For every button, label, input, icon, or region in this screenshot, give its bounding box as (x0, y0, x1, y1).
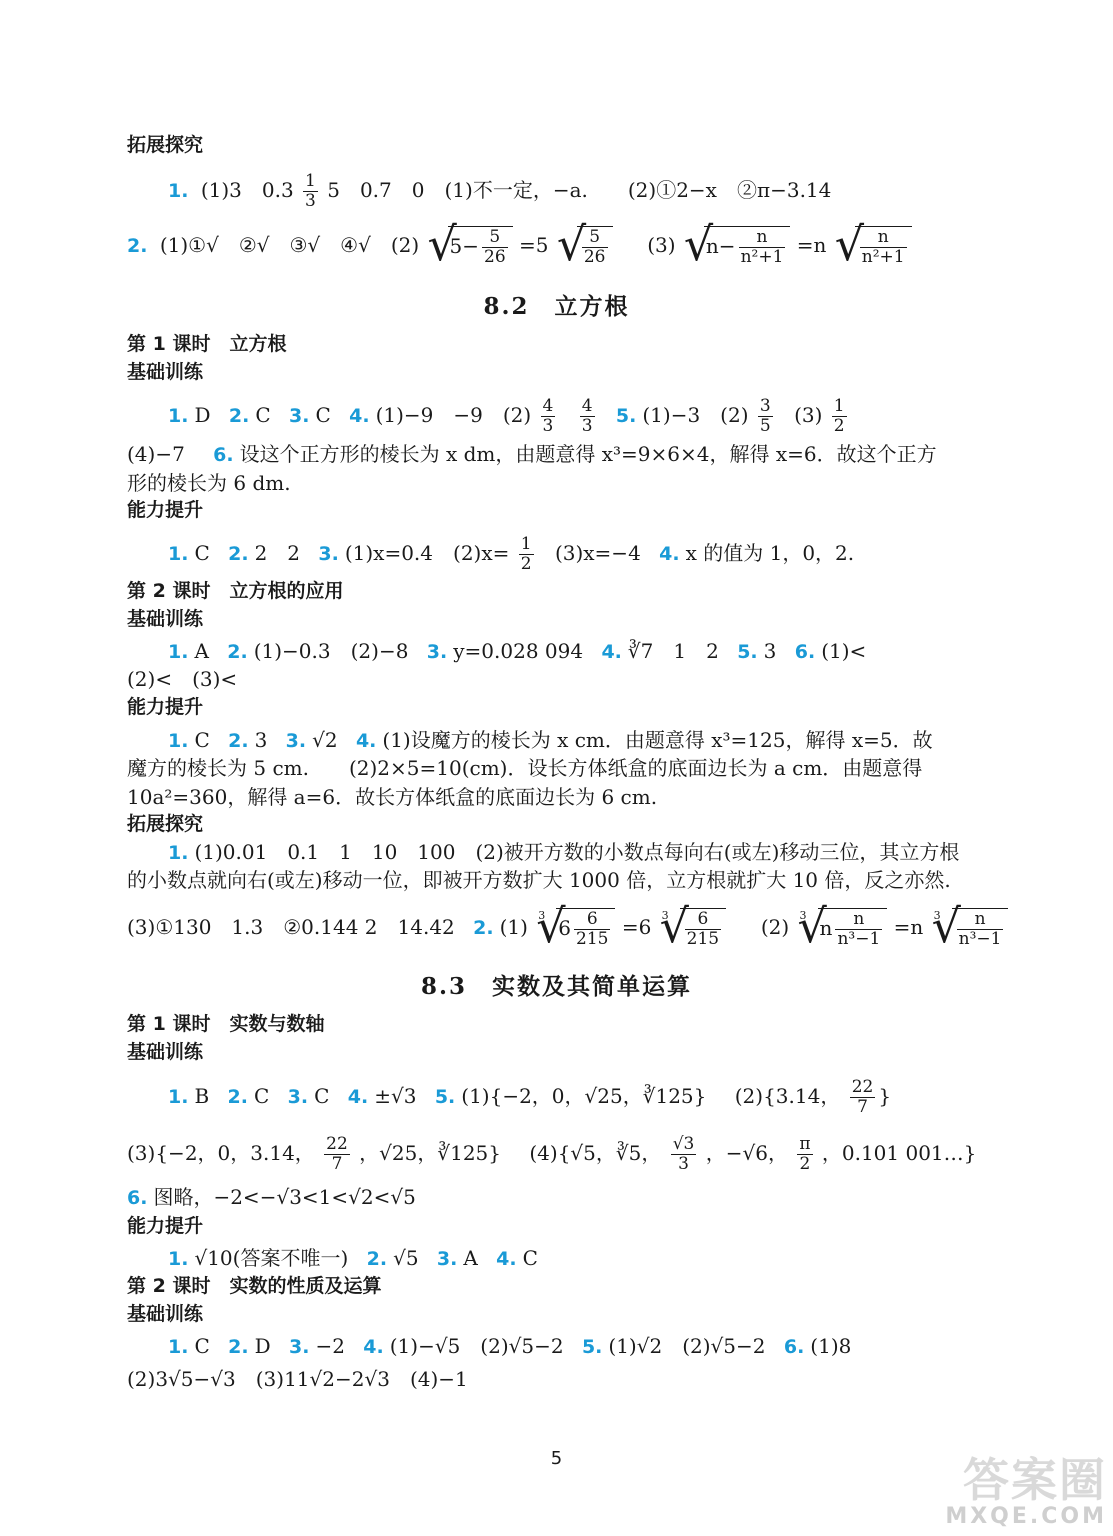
subheading-basic: 基础训练 (127, 1041, 204, 1063)
answer-line: 的小数点就向右(或左)移动一位，即被开方数扩大 1000 倍，立方根就扩大 10 倍，反之亦然. (127, 868, 951, 892)
answer-line: (4)−7 6. 设这个正方形的棱长为 x dm，由题意得 x³=9×6×4，解得 x=6．故这个正方 (127, 442, 937, 466)
radical: √ $\frac{5}{26}$ (557, 226, 613, 267)
answer-line: 1. B 2. C 3. C 4. ±√3 5. (1){−2，0，√25，∛125} (2){3.14， $\frac{22}{7}$ } (168, 1077, 892, 1117)
subheading-ability: 能力提升 (127, 1215, 204, 1237)
answer-line: 1. √10(答案不唯一) 2. √5 3. A 4. C (168, 1246, 538, 1270)
subheading-ability: 能力提升 (127, 696, 204, 718)
section-title: 8.3 实数及其简单运算 (420, 973, 692, 1000)
heading-extension: 拓展探究 (127, 134, 204, 156)
radical: √ $\frac{n}{\text{n²+1}}$ (835, 226, 912, 267)
radical: √ 5− $\frac{5}{26}$ (428, 226, 513, 267)
watermark-logo (917, 1455, 1107, 1533)
answer-line: 10a²=360，解得 a=6．故长方体纸盒的底面边长为 6 cm. (127, 785, 658, 809)
subheading-basic: 基础训练 (127, 608, 204, 630)
cube-root: √ 3 $\frac{6}{215}$ (660, 908, 726, 949)
answer-line: (3)①130 1.3 ②0.144 2 14.42 2. (1) √ 3 6 $\frac{6}{215}$ =6 √ 3 $\frac{6}{215}$ (2) √ 3 n $\frac{n}{\text{n³−1}}$ =n √ 3 $\frac{n}{\text{n³−1}}$ (127, 908, 993, 949)
subheading-ability: 能力提升 (127, 499, 204, 521)
answer-line: 2. (1)①√ ②√ ③√ ④√ (2) √ 5− $\frac{5}{26}$ =5 √ $\frac{5}{26}$ (3) √ n− $\frac{n}{\text{n²+1}}$ =n √ $\frac{n}{\text{n²+1}}$ (127, 226, 993, 267)
answer-line: 魔方的棱长为 5 cm. (2)2×5=10(cm)．设长方体纸盒的底面边长为 a cm．由题意得 (127, 756, 923, 780)
answer-line: (2)< (3)< (127, 667, 238, 691)
fraction: $\frac{1}{3}$ (305, 171, 316, 211)
answer-line: 1. (1)0.01 0.1 1 10 100 (2)被开方数的小数点每向右(或左)移动三位，其立方根 (168, 840, 960, 864)
question-number: 2. (127, 235, 148, 257)
section-title: 8.2 立方根 (483, 293, 630, 320)
answer-line: 1. C 2. D 3. −2 4. (1)−√5 (2)√5−2 5. (1)√2 (2)√5−2 6. (1)8 (168, 1334, 852, 1358)
question-number: 1. (168, 180, 189, 202)
answer-line: 形的棱长为 6 dm. (127, 471, 291, 495)
answer-line: 1. C 2. 3 3. √2 4. (1)设魔方的棱长为 x cm．由题意得 x³=125，解得 x=5．故 (168, 728, 933, 752)
cube-root: √ 3 $\frac{n}{\text{n³−1}}$ (932, 908, 1009, 949)
watermark-text: 答案圈 (963, 1453, 1107, 1507)
answer-line: 1. D 2. C 3. C 4. (1)−9 −9 (2) $\frac{4}{3}$ $\frac{4}{3}$ 5. (1)−3 (2) $\frac{3}{5}$ (3) $\frac{1}{2}$ (168, 396, 845, 436)
answer-line: 1. C 2. 2 2 3. (1)x=0.4 (2)x= $\frac{1}{2}$ (3)x=−4 4. x 的值为 1，0，2. (168, 534, 855, 574)
subheading-basic: 基础训练 (127, 361, 204, 383)
subheading-basic: 基础训练 (127, 1303, 204, 1325)
answer-line: (2)3√5−√3 (3)11√2−2√3 (4)−1 (127, 1367, 468, 1391)
watermark-url: MXQE.COM (945, 1504, 1107, 1529)
answer-line: 1. A 2. (1)−0.3 (2)−8 3. y=0.028 094 4. ∛7 1 2 5. 3 6. (1)< (168, 639, 867, 663)
cube-root: √ 3 6 $\frac{6}{215}$ (536, 908, 615, 949)
answer-line: 1. (1)3 0.3 $\frac{1}{3}$ 5 0.7 0 (1)不一定，−a. (2)①2−x ②π−3.14 (168, 171, 832, 211)
radical: √ n− $\frac{n}{\text{n²+1}}$ (684, 226, 790, 267)
lesson-title: 第 1 课时 立方根 (127, 333, 287, 355)
answer-line: 6. 图略，−2<−√3<1<√2<√5 (127, 1185, 416, 1209)
cube-root: √ 3 n $\frac{n}{\text{n³−1}}$ (798, 908, 888, 949)
heading-extension: 拓展探究 (127, 813, 204, 835)
lesson-title: 第 2 课时 实数的性质及运算 (127, 1275, 382, 1297)
page-number: 5 (550, 1448, 563, 1469)
lesson-title: 第 2 课时 立方根的应用 (127, 580, 344, 602)
lesson-title: 第 1 课时 实数与数轴 (127, 1013, 325, 1035)
answer-line: (3){−2，0，3.14， $\frac{22}{7}$ ，√25，∛125} (4){√5，∛5， $\frac{√3}{3}$ ，−√6， $\frac{\pi}{2}$ ，0.101 001…} (127, 1134, 977, 1174)
